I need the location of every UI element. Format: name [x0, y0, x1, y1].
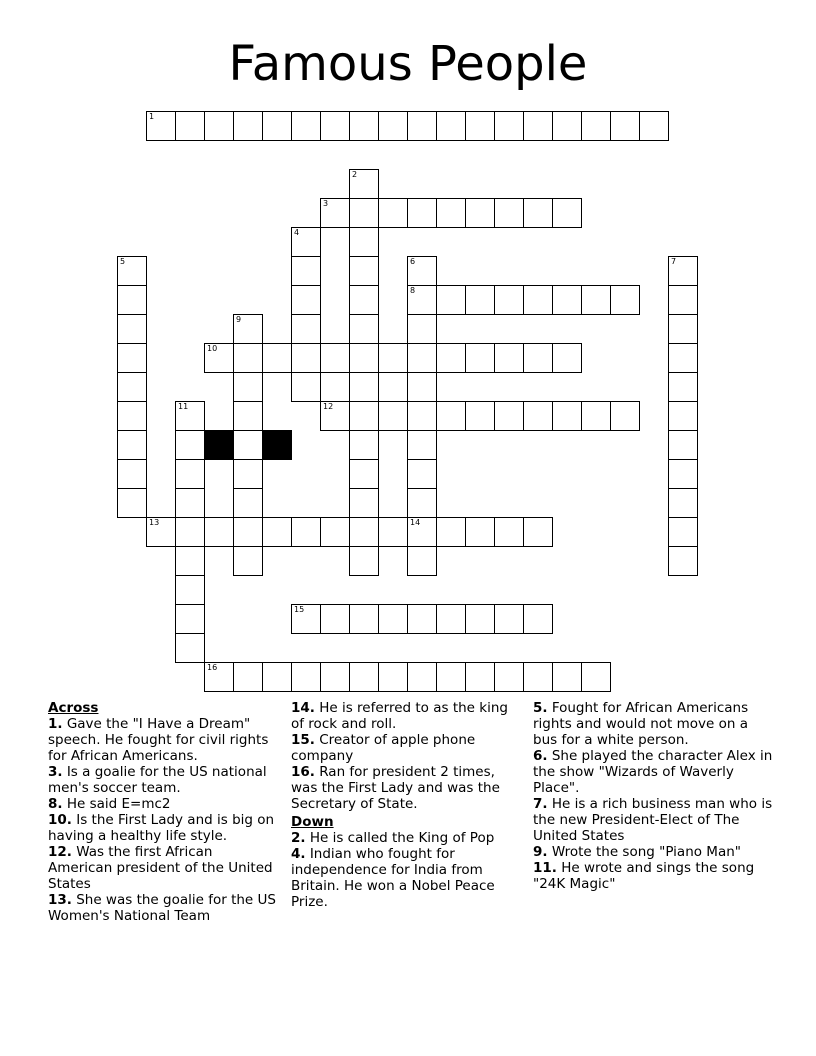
clue-number: 15 — [294, 605, 305, 614]
grid-cell[interactable] — [175, 459, 205, 489]
grid-cell[interactable] — [233, 662, 263, 692]
grid-cell[interactable] — [146, 517, 176, 547]
grid-cell[interactable] — [291, 285, 321, 315]
grid-cell[interactable] — [175, 546, 205, 576]
grid-cell[interactable] — [349, 169, 379, 199]
clues-column-1 — [48, 700, 278, 924]
grid-cell[interactable] — [523, 401, 553, 431]
grid-cell[interactable] — [233, 401, 263, 431]
grid-cell[interactable] — [581, 662, 611, 692]
grid-cell[interactable] — [233, 343, 263, 373]
grid-cell[interactable] — [465, 111, 495, 141]
grid-cell[interactable] — [349, 111, 379, 141]
grid-cell[interactable] — [262, 517, 292, 547]
grid-cell[interactable] — [436, 401, 466, 431]
grid-cell[interactable] — [407, 488, 437, 518]
clue-item-text: She was the goalie for the US Women's National Team — [48, 892, 276, 924]
clue-item-number: 13. — [48, 892, 72, 908]
grid-cell[interactable] — [378, 662, 408, 692]
clue-item-text: He is called the King of Pop — [305, 830, 495, 846]
grid-cell[interactable] — [320, 198, 350, 228]
grid-cell[interactable] — [581, 401, 611, 431]
grid-cell[interactable] — [668, 459, 698, 489]
clue-number: 14 — [410, 518, 421, 527]
grid-cell[interactable] — [552, 111, 582, 141]
grid-cell[interactable] — [465, 662, 495, 692]
grid-cell[interactable] — [407, 604, 437, 634]
grid-cell[interactable] — [552, 285, 582, 315]
clue-number: 7 — [671, 257, 677, 266]
grid-cell[interactable] — [407, 459, 437, 489]
across-heading: Across — [48, 700, 99, 716]
grid-cell[interactable] — [436, 285, 466, 315]
clue-item-number: 5. — [533, 700, 548, 716]
grid-cell[interactable] — [175, 517, 205, 547]
grid-cell[interactable] — [291, 343, 321, 373]
grid-cell[interactable] — [349, 459, 379, 489]
grid-cell[interactable] — [407, 343, 437, 373]
grid-cell[interactable] — [668, 430, 698, 460]
grid-cell[interactable] — [494, 343, 524, 373]
clue-number: 10 — [207, 344, 218, 353]
grid-cell[interactable] — [494, 604, 524, 634]
grid-cell[interactable] — [436, 343, 466, 373]
grid-cell[interactable] — [291, 517, 321, 547]
grid-cell[interactable] — [117, 459, 147, 489]
clue-item — [291, 764, 523, 812]
grid-cell[interactable] — [233, 314, 263, 344]
clue-number: 4 — [294, 228, 300, 237]
grid-cell[interactable] — [407, 111, 437, 141]
clue-item — [291, 830, 523, 846]
down-heading: Down — [291, 814, 334, 830]
grid-cell[interactable] — [668, 488, 698, 518]
clue-item-number: 15. — [291, 732, 315, 748]
grid-cell[interactable] — [378, 401, 408, 431]
clue-item-text: He said E=mc2 — [62, 796, 171, 812]
clue-number: 2 — [352, 170, 358, 179]
grid-cell[interactable] — [349, 401, 379, 431]
grid-cell[interactable] — [407, 314, 437, 344]
grid-cell[interactable] — [552, 401, 582, 431]
grid-cell[interactable] — [175, 633, 205, 663]
clue-item-number: 7. — [533, 796, 548, 812]
grid-cell[interactable] — [407, 662, 437, 692]
page-title: Famous People — [228, 36, 588, 92]
clue-item — [291, 846, 523, 910]
grid-cell[interactable] — [117, 401, 147, 431]
grid-cell[interactable] — [465, 604, 495, 634]
grid-cell[interactable] — [523, 604, 553, 634]
grid-cell[interactable] — [291, 604, 321, 634]
clue-item-number: 14. — [291, 700, 315, 716]
clues-column-3 — [533, 700, 773, 892]
clue-item — [533, 844, 773, 860]
grid-cell[interactable] — [668, 517, 698, 547]
clue-item-number: 10. — [48, 812, 72, 828]
grid-cell[interactable] — [349, 256, 379, 286]
grid-cell[interactable] — [668, 372, 698, 402]
grid-cell[interactable] — [436, 517, 466, 547]
clue-number: 5 — [120, 257, 126, 266]
clue-item-text: He is a rich business man who is the new President-Elect of The United States — [533, 796, 773, 844]
clue-item-number: 8. — [48, 796, 63, 812]
grid-cell[interactable] — [320, 111, 350, 141]
grid-cell[interactable] — [233, 459, 263, 489]
clue-item-text: Is the First Lady and is big on having a healthy life style. — [48, 812, 275, 844]
grid-cell[interactable] — [552, 662, 582, 692]
grid-cell[interactable] — [204, 517, 234, 547]
grid-cell[interactable] — [494, 662, 524, 692]
grid-cell[interactable] — [465, 198, 495, 228]
grid-cell[interactable] — [523, 285, 553, 315]
grid-cell[interactable] — [378, 343, 408, 373]
grid-cell[interactable] — [668, 546, 698, 576]
grid-cell[interactable] — [581, 111, 611, 141]
grid-cell[interactable] — [378, 604, 408, 634]
grid-cell[interactable] — [349, 285, 379, 315]
down-clue-list — [291, 830, 523, 910]
grid-cell[interactable] — [668, 401, 698, 431]
grid-cell[interactable] — [117, 488, 147, 518]
clue-number: 16 — [207, 663, 218, 672]
clues-column-2 — [291, 700, 523, 910]
clue-item-number: 12. — [48, 844, 72, 860]
grid-cell[interactable] — [668, 285, 698, 315]
grid-cell[interactable] — [349, 372, 379, 402]
grid-cell[interactable] — [349, 488, 379, 518]
grid-cell[interactable] — [204, 343, 234, 373]
clue-item — [48, 716, 278, 764]
grid-cell[interactable] — [117, 343, 147, 373]
down-clue-list-continued — [533, 700, 773, 892]
clue-number: 11 — [178, 402, 189, 411]
grid-cell[interactable] — [494, 401, 524, 431]
grid-cell[interactable] — [610, 285, 640, 315]
clue-item-number: 4. — [291, 846, 306, 862]
grid-cell[interactable] — [436, 198, 466, 228]
grid-cell[interactable] — [291, 314, 321, 344]
grid-cell[interactable] — [436, 662, 466, 692]
grid-cell[interactable] — [407, 285, 437, 315]
clue-item-text: Ran for president 2 times, was the First Lady and was the Secretary of State. — [291, 764, 500, 812]
grid-cell[interactable] — [668, 256, 698, 286]
grid-cell[interactable] — [436, 111, 466, 141]
grid-cell[interactable] — [175, 401, 205, 431]
grid-cell[interactable] — [465, 343, 495, 373]
grid-cell[interactable] — [117, 256, 147, 286]
clue-item-number: 16. — [291, 764, 315, 780]
grid-cell[interactable] — [233, 546, 263, 576]
grid-cell[interactable] — [175, 604, 205, 634]
clue-item-number: 2. — [291, 830, 306, 846]
grid-cell[interactable] — [204, 111, 234, 141]
clue-item-text: Wrote the song "Piano Man" — [547, 844, 741, 860]
grid-cell[interactable] — [523, 662, 553, 692]
grid-cell[interactable] — [117, 430, 147, 460]
grid-cell[interactable] — [175, 488, 205, 518]
grid-cell[interactable] — [378, 517, 408, 547]
across-clue-list-continued — [291, 700, 523, 812]
clue-item-text: He is referred to as the king of rock and roll. — [291, 700, 508, 732]
grid-cell[interactable] — [523, 198, 553, 228]
clue-number: 8 — [410, 286, 416, 295]
grid-cell[interactable] — [407, 546, 437, 576]
grid-cell[interactable] — [349, 314, 379, 344]
grid-cell[interactable] — [465, 285, 495, 315]
grid-cell[interactable] — [407, 372, 437, 402]
grid-cell[interactable] — [291, 662, 321, 692]
clue-item-text: Is a goalie for the US national men's soccer team. — [48, 764, 267, 796]
clue-number: 3 — [323, 199, 329, 208]
grid-cell[interactable] — [610, 401, 640, 431]
clue-item-text: He wrote and sings the song "24K Magic" — [533, 860, 755, 892]
grid-cell[interactable] — [610, 111, 640, 141]
grid-cell[interactable] — [175, 430, 205, 460]
grid-cell[interactable] — [320, 517, 350, 547]
grid-cell[interactable] — [407, 430, 437, 460]
grid-cell[interactable] — [320, 604, 350, 634]
grid-cell[interactable] — [233, 372, 263, 402]
grid-cell[interactable] — [233, 111, 263, 141]
clue-number: 13 — [149, 518, 160, 527]
grid-cell[interactable] — [494, 198, 524, 228]
black-square — [204, 430, 234, 460]
grid-cell[interactable] — [117, 285, 147, 315]
grid-cell[interactable] — [262, 111, 292, 141]
clue-item-number: 3. — [48, 764, 63, 780]
clue-item — [48, 892, 278, 924]
clue-item — [48, 796, 278, 812]
clue-item-number: 1. — [48, 716, 63, 732]
grid-cell[interactable] — [552, 343, 582, 373]
grid-cell[interactable] — [117, 372, 147, 402]
grid-cell[interactable] — [349, 198, 379, 228]
clue-item — [533, 748, 773, 796]
grid-cell[interactable] — [523, 517, 553, 547]
grid-cell[interactable] — [494, 285, 524, 315]
grid-cell[interactable] — [407, 401, 437, 431]
clue-item-text: Gave the "I Have a Dream" speech. He fought for civil rights for African Americans. — [48, 716, 269, 764]
grid-cell[interactable] — [494, 517, 524, 547]
grid-cell[interactable] — [465, 401, 495, 431]
grid-cell[interactable] — [320, 662, 350, 692]
grid-cell[interactable] — [262, 343, 292, 373]
clue-number: 1 — [149, 112, 155, 121]
grid-cell[interactable] — [523, 111, 553, 141]
clue-item-text: She played the character Alex in the show "Wizards of Waverly Place". — [533, 748, 773, 796]
grid-cell[interactable] — [291, 372, 321, 402]
grid-cell[interactable] — [349, 604, 379, 634]
across-clue-list — [48, 716, 278, 924]
clue-number: 12 — [323, 402, 334, 411]
clue-item-number: 6. — [533, 748, 548, 764]
grid-cell[interactable] — [320, 343, 350, 373]
grid-cell[interactable] — [436, 604, 466, 634]
grid-cell[interactable] — [117, 314, 147, 344]
grid-cell[interactable] — [581, 285, 611, 315]
clue-item-text: Fought for African Americans rights and would not move on a bus for a white person. — [533, 700, 749, 748]
grid-cell[interactable] — [465, 517, 495, 547]
clue-number: 6 — [410, 257, 416, 266]
grid-cell[interactable] — [146, 111, 176, 141]
grid-cell[interactable] — [233, 517, 263, 547]
grid-cell[interactable] — [291, 111, 321, 141]
grid-cell[interactable] — [378, 198, 408, 228]
clue-item-text: Creator of apple phone company — [291, 732, 476, 764]
grid-cell[interactable] — [204, 662, 234, 692]
clue-item — [533, 700, 773, 748]
clue-item — [48, 844, 278, 892]
grid-cell[interactable] — [175, 575, 205, 605]
clue-item-number: 9. — [533, 844, 548, 860]
grid-cell[interactable] — [233, 430, 263, 460]
grid-cell[interactable] — [407, 256, 437, 286]
grid-cell[interactable] — [349, 662, 379, 692]
grid-cell[interactable] — [407, 198, 437, 228]
grid-cell[interactable] — [407, 517, 437, 547]
grid-cell[interactable] — [320, 401, 350, 431]
clue-item — [48, 812, 278, 844]
clue-item-number: 11. — [533, 860, 557, 876]
grid-cell[interactable] — [349, 227, 379, 257]
grid-cell[interactable] — [175, 111, 205, 141]
grid-cell[interactable] — [233, 488, 263, 518]
grid-cell[interactable] — [291, 256, 321, 286]
clue-item — [533, 860, 773, 892]
grid-cell[interactable] — [523, 343, 553, 373]
grid-cell[interactable] — [291, 227, 321, 257]
clue-item — [533, 796, 773, 844]
black-square — [262, 430, 292, 460]
clue-number: 9 — [236, 315, 242, 324]
clue-item — [291, 700, 523, 732]
grid-cell[interactable] — [552, 198, 582, 228]
grid-cell[interactable] — [349, 546, 379, 576]
clue-item-text: Was the first African American president of the United States — [48, 844, 273, 892]
clue-item — [291, 732, 523, 764]
grid-cell[interactable] — [349, 430, 379, 460]
grid-cell[interactable] — [639, 111, 669, 141]
grid-cell[interactable] — [349, 343, 379, 373]
clue-item-text: Indian who fought for independence for India from Britain. He won a Nobel Peace Prize. — [291, 846, 495, 910]
grid-cell[interactable] — [378, 111, 408, 141]
grid-cell[interactable] — [668, 343, 698, 373]
clue-item — [48, 764, 278, 796]
grid-cell[interactable] — [262, 662, 292, 692]
grid-cell[interactable] — [349, 517, 379, 547]
grid-cell[interactable] — [494, 111, 524, 141]
grid-cell[interactable] — [668, 314, 698, 344]
